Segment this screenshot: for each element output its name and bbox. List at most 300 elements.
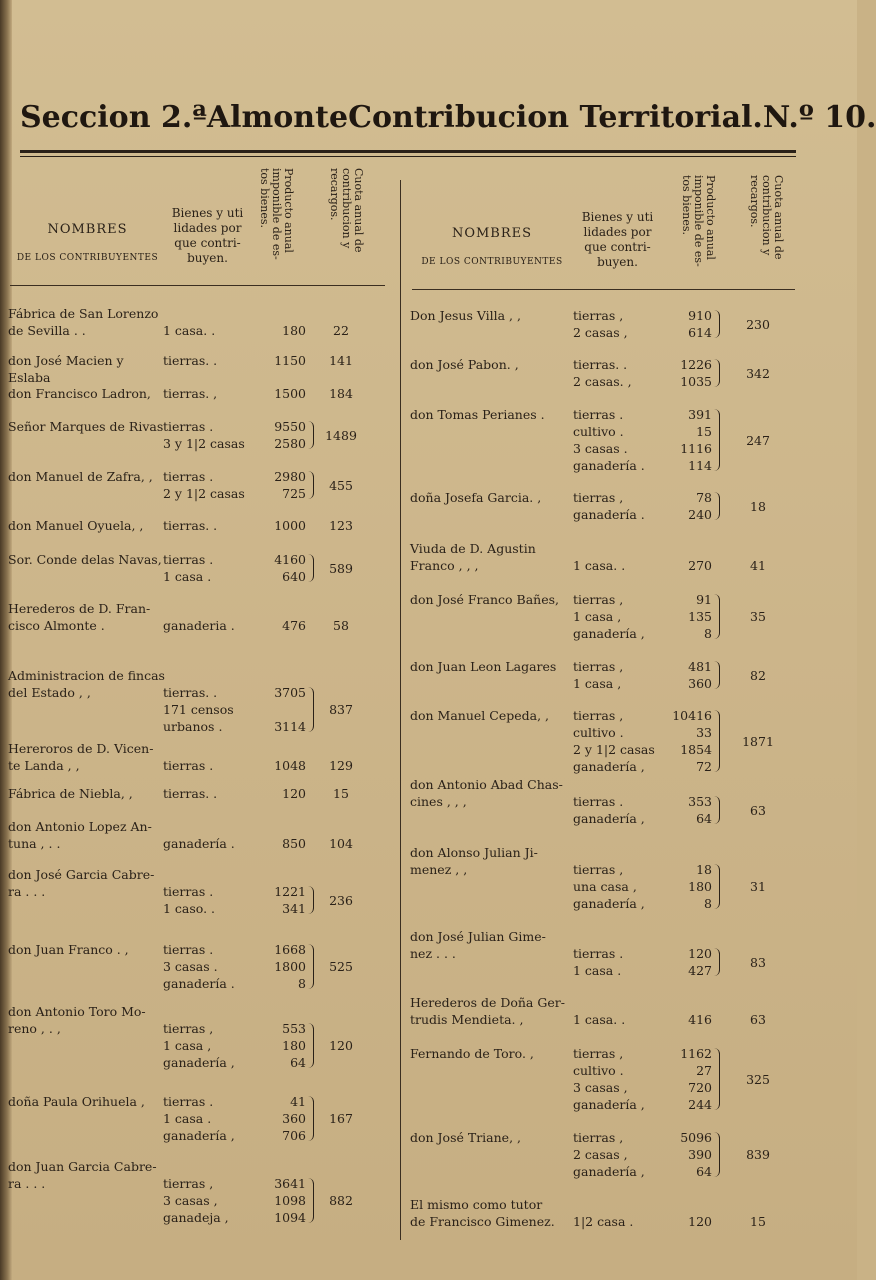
- annual-product-value: 640: [282, 569, 306, 584]
- annual-product-value: 427: [688, 963, 712, 978]
- annual-product-value: 1116: [680, 441, 712, 456]
- contributor-name: don Alonso Julian Ji- menez , ,: [410, 845, 538, 877]
- value-list: [252, 757, 306, 774]
- property-list: [573, 406, 645, 474]
- annual-product-value: 1162: [680, 1046, 712, 1061]
- annual-product-value: 9550: [274, 419, 306, 434]
- annual-product-value: 1048: [274, 758, 306, 773]
- property-list: [163, 1093, 235, 1144]
- value-list: [664, 861, 712, 912]
- property-item: ganadería ,: [573, 626, 645, 641]
- property-item: 1 casa. .: [573, 1012, 626, 1027]
- contributor-name: don Antonio Abad Chas- cines , , ,: [410, 777, 563, 809]
- annual-product-value: 416: [688, 1012, 712, 1027]
- value-list: [664, 1213, 712, 1230]
- property-item: cultivo .: [573, 1063, 624, 1078]
- cuota-total: 120: [329, 1038, 353, 1053]
- property-item: tierras ,: [573, 1130, 624, 1145]
- cuota-total: 15: [333, 786, 349, 801]
- header-nombres-text: NOMBRES: [47, 222, 128, 237]
- header-contribuyentes-text: DE LOS CONTRIBUYENTES: [16, 253, 159, 263]
- property-item: ganadería .: [163, 976, 235, 991]
- left-header-cuota: Cuota anual de contribucion y recargos.: [328, 168, 365, 253]
- contributor-name: doña Paula Orihuela ,: [8, 1094, 145, 1109]
- annual-product-value: 114: [688, 458, 712, 473]
- property-item: 1 casa ,: [573, 609, 622, 624]
- property-list: [573, 489, 645, 523]
- cuota-total: 31: [750, 879, 766, 894]
- property-item: 1 casa .: [163, 1111, 212, 1126]
- annual-product-value: 244: [688, 1097, 712, 1112]
- header-contribuyentes-text: DE LOS CONTRIBUYENTES: [421, 257, 563, 267]
- column-divider: [400, 180, 401, 1240]
- contributor-name: Herederos de D. Fran- cisco Almonte .: [8, 601, 151, 633]
- property-item: tierras. .: [573, 357, 628, 372]
- contributor-name: doña Josefa Garcia. ,: [410, 490, 542, 505]
- contributor-name: Don Jesus Villa , ,: [410, 308, 521, 323]
- annual-product-value: 8: [704, 896, 712, 911]
- annual-product-value: 33: [696, 725, 712, 740]
- annual-product-value: 1094: [274, 1210, 306, 1225]
- property-list: [573, 945, 623, 979]
- property-item: 1 casa ,: [573, 676, 622, 691]
- property-list: [163, 684, 234, 735]
- property-item: 1 casa .: [573, 963, 622, 978]
- value-list: [664, 945, 712, 979]
- cuota-total: 22: [333, 323, 349, 338]
- cuota-total: 589: [329, 560, 353, 576]
- cuota-total: 18: [750, 498, 766, 514]
- property-list: [163, 517, 217, 534]
- property-list: [573, 1129, 645, 1180]
- brace-mark: [713, 864, 720, 909]
- annual-product-value: 120: [688, 946, 712, 961]
- annual-product-value: 120: [282, 786, 306, 801]
- property-item: 3 y 1|2 casas: [163, 436, 245, 451]
- contributor-name: Señor Marques de Rivas: [8, 419, 164, 434]
- annual-product-value: 481: [688, 659, 712, 674]
- value-list: [664, 406, 712, 474]
- annual-product-value: 270: [688, 558, 712, 573]
- annual-product-value: 390: [688, 1147, 712, 1162]
- brace-mark: [713, 661, 720, 689]
- property-item: ganadería ,: [573, 1164, 645, 1179]
- property-item: 3 casas .: [573, 441, 628, 456]
- property-item: cultivo .: [573, 725, 624, 740]
- property-list: [573, 591, 645, 642]
- annual-product-value: 850: [282, 836, 306, 851]
- property-item: 2 casas. ,: [573, 374, 632, 389]
- annual-product-value: 8: [298, 976, 306, 991]
- annual-product-value: 18: [696, 862, 712, 877]
- property-item: ganaderia .: [163, 618, 235, 633]
- annual-product-value: 720: [688, 1080, 712, 1095]
- contributor-name: don José Macien y Eslaba: [8, 353, 124, 385]
- annual-product-value: 240: [688, 507, 712, 522]
- contributor-name: Fernando de Toro. ,: [410, 1046, 534, 1061]
- property-item: ganadería ,: [163, 1128, 235, 1143]
- brace-mark: [713, 948, 720, 976]
- value-list: [252, 1020, 306, 1071]
- contributor-name: Fábrica de Niebla, ,: [8, 786, 133, 801]
- annual-product-value: 41: [290, 1094, 306, 1109]
- property-list: [163, 785, 217, 802]
- property-item: tierras .: [163, 419, 214, 434]
- property-item: tierras .: [163, 884, 214, 899]
- property-list: [163, 322, 215, 339]
- value-list: [664, 356, 712, 390]
- annual-product-value: 5096: [680, 1130, 712, 1145]
- property-item: tierras .: [163, 469, 214, 484]
- brace-mark: [713, 1132, 720, 1177]
- property-list: [163, 941, 235, 992]
- annual-product-value: 553: [282, 1021, 306, 1036]
- property-item: una casa ,: [573, 879, 637, 894]
- cuota-total: 247: [746, 432, 770, 448]
- brace-mark: [713, 492, 720, 520]
- contributor-name: don Juan Garcia Cabre- ra . . .: [8, 1159, 157, 1191]
- property-item: tierras ,: [573, 1046, 624, 1061]
- right-header-bienes: Bienes y uti lidades por que contri- buyen.: [581, 210, 654, 269]
- cuota-total: 82: [750, 667, 766, 683]
- annual-product-value: 910: [688, 308, 712, 323]
- property-list: [163, 418, 245, 452]
- brace-mark: [307, 944, 314, 989]
- annual-product-value: 1000: [274, 518, 306, 533]
- value-list: [252, 1175, 306, 1226]
- brace-mark: [307, 687, 314, 732]
- cuota-total: 455: [329, 477, 353, 493]
- property-item: 3 casas ,: [573, 1080, 628, 1095]
- property-item: 1 casa .: [163, 569, 212, 584]
- value-list: [664, 591, 712, 642]
- property-item: tierras ,: [163, 1176, 214, 1191]
- brace-mark: [307, 1096, 314, 1141]
- contributor-name: Administracion de fincas del Estado , ,: [8, 668, 165, 700]
- property-item: tierras ,: [573, 592, 624, 607]
- brace-mark: [713, 359, 720, 387]
- property-item: ganadeja ,: [163, 1210, 229, 1225]
- value-list: [664, 557, 712, 574]
- value-list: [664, 307, 712, 341]
- property-item: tierras. ,: [163, 386, 218, 401]
- property-item: 1|2 casa .: [573, 1214, 634, 1229]
- value-list: [252, 1093, 306, 1144]
- annual-product-value: 353: [688, 794, 712, 809]
- property-list: [573, 557, 625, 574]
- property-item: 1 casa ,: [163, 1038, 212, 1053]
- annual-product-value: 72: [696, 759, 712, 774]
- property-item: tierras ,: [573, 308, 624, 323]
- property-item: 2 y 1|2 casas: [573, 742, 655, 757]
- annual-product-value: 180: [282, 1038, 306, 1053]
- cuota-total: 63: [750, 802, 766, 818]
- annual-product-value: 391: [688, 407, 712, 422]
- annual-product-value: 1098: [274, 1193, 306, 1208]
- annual-product-value: 1800: [274, 959, 306, 974]
- annual-product-value: 360: [282, 1111, 306, 1126]
- cuota-total: 58: [333, 618, 349, 633]
- property-item: ganadería .: [573, 507, 645, 522]
- cuota-total: 167: [329, 1111, 353, 1126]
- page-title: [20, 100, 876, 150]
- property-item: tierras ,: [573, 490, 624, 505]
- property-item: ganadería ,: [163, 1055, 235, 1070]
- brace-mark: [713, 710, 720, 772]
- annual-product-value: 614: [688, 325, 712, 340]
- cuota-total: 342: [746, 365, 770, 381]
- contributor-name: don José Garcia Cabre- ra . . .: [8, 867, 155, 899]
- property-item: 1 casa. .: [163, 323, 216, 338]
- cuota-total: 35: [750, 609, 766, 624]
- property-item: urbanos .: [163, 719, 223, 734]
- annual-product-value: 64: [696, 1164, 712, 1179]
- property-item: tierras .: [163, 942, 214, 957]
- annual-product-value: 120: [688, 1214, 712, 1229]
- property-item: ganadería ,: [573, 896, 645, 911]
- value-list: [252, 617, 306, 634]
- value-list: [664, 707, 712, 775]
- property-item: ganadería .: [163, 836, 235, 851]
- right-header-producto: Producto anual imponible de es- tos bienes.: [680, 175, 717, 267]
- property-item: tierras .: [573, 407, 624, 422]
- property-item: 1 casa. .: [573, 558, 626, 573]
- cuota-total: 141: [329, 353, 353, 368]
- property-item: ganadería ,: [573, 759, 645, 774]
- property-item: tierras. .: [163, 518, 218, 533]
- cuota-total: 325: [746, 1071, 770, 1087]
- contributor-name: don Tomas Perianes .: [410, 407, 545, 422]
- annual-product-value: 91: [696, 592, 712, 607]
- contributor-name: don José Julian Gime- nez . . .: [410, 929, 546, 961]
- property-list: [163, 551, 213, 585]
- property-list: [573, 1213, 633, 1230]
- contributor-name: don Juan Leon Lagares: [410, 659, 557, 674]
- brace-mark: [307, 886, 314, 914]
- property-list: [163, 352, 217, 369]
- title-municipio: Almonte: [206, 100, 349, 135]
- contributor-name: Fábrica de San Lorenzo de Sevilla . .: [8, 306, 159, 338]
- property-item: 1 caso. .: [163, 901, 216, 916]
- annual-product-value: 1500: [274, 386, 306, 401]
- property-list: [163, 757, 213, 774]
- contributor-name: don José Pabon. ,: [410, 357, 519, 372]
- property-list: [163, 385, 217, 402]
- property-item: 171 censos: [163, 702, 234, 717]
- value-list: [664, 1011, 712, 1028]
- value-list: [664, 1129, 712, 1180]
- property-item: ganadería ,: [573, 811, 645, 826]
- property-list: [573, 356, 632, 390]
- cuota-total: 525: [329, 959, 353, 974]
- property-list: [573, 1045, 645, 1113]
- annual-product-value: 1150: [274, 353, 306, 368]
- brace-mark: [307, 554, 314, 582]
- annual-product-value: 341: [282, 901, 306, 916]
- cuota-total: 63: [750, 1012, 766, 1027]
- annual-product-value: 476: [282, 618, 306, 633]
- value-list: [252, 418, 306, 452]
- property-item: cultivo .: [573, 424, 624, 439]
- cuota-total: 1871: [742, 733, 774, 749]
- contributor-name: Sor. Conde delas Navas,: [8, 552, 162, 567]
- cuota-total: 837: [329, 702, 353, 717]
- cuota-total: 236: [329, 892, 353, 908]
- cuota-total: 1489: [325, 427, 357, 443]
- value-list: [252, 684, 306, 735]
- contributor-name: don Antonio Toro Mo- reno , . ,: [8, 1004, 146, 1036]
- property-item: 3 casas .: [163, 959, 218, 974]
- contributor-name: don José Franco Bañes,: [410, 592, 559, 607]
- annual-product-value: 2980: [274, 469, 306, 484]
- annual-product-value: 180: [282, 323, 306, 338]
- property-item: tierras. .: [163, 786, 218, 801]
- right-header-cuota: Cuota anual de contribucion y recargos.: [748, 175, 785, 260]
- left-header-nombres: [10, 222, 165, 266]
- contributor-name: don Antonio Lopez An- tuna , . .: [8, 819, 152, 851]
- annual-product-value: 10416: [672, 708, 712, 723]
- right-header-nombres: [412, 226, 572, 270]
- annual-product-value: 180: [688, 879, 712, 894]
- annual-product-value: 1668: [274, 942, 306, 957]
- annual-product-value: 1221: [274, 884, 306, 899]
- annual-product-value: 1226: [680, 357, 712, 372]
- contributor-name: Hereroros de D. Vicen- te Landa , ,: [8, 741, 154, 773]
- property-list: [573, 861, 645, 912]
- property-item: tierras .: [163, 1094, 214, 1109]
- value-list: [664, 1045, 712, 1113]
- cuota-total: 129: [329, 758, 353, 773]
- left-header-producto: Producto anual imponible de es- tos bienes.: [258, 168, 295, 260]
- property-item: tierras ,: [573, 708, 624, 723]
- cuota-total: 882: [329, 1193, 353, 1208]
- annual-product-value: 64: [696, 811, 712, 826]
- property-list: [573, 793, 645, 827]
- annual-product-value: 64: [290, 1055, 306, 1070]
- book-spine-shadow: [0, 0, 12, 1280]
- property-list: [163, 1020, 235, 1071]
- brace-mark: [307, 471, 314, 499]
- property-item: tierras. .: [163, 353, 218, 368]
- annual-product-value: 360: [688, 676, 712, 691]
- property-list: [163, 1175, 229, 1226]
- brace-mark: [307, 1178, 314, 1223]
- property-item: tierras .: [573, 946, 624, 961]
- property-item: 2 y 1|2 casas: [163, 486, 245, 501]
- value-list: [252, 322, 306, 339]
- brace-mark: [713, 310, 720, 338]
- value-list: [252, 468, 306, 502]
- property-list: [573, 658, 623, 692]
- header-nombres-text: NOMBRES: [451, 226, 533, 241]
- property-item: ganadería .: [573, 458, 645, 473]
- value-list: [252, 785, 306, 802]
- annual-product-value: 3641: [274, 1176, 306, 1191]
- annual-product-value: 8: [704, 626, 712, 641]
- property-list: [163, 835, 235, 852]
- brace-mark: [713, 796, 720, 824]
- cuota-total: 839: [746, 1147, 770, 1162]
- right-header-rule: [412, 289, 795, 290]
- property-item: tierras ,: [573, 862, 624, 877]
- annual-product-value: 4160: [274, 552, 306, 567]
- value-list: [664, 658, 712, 692]
- title-contribucion: Contribucion Territorial.: [348, 100, 763, 135]
- title-seccion: Seccion 2.ª: [20, 100, 207, 135]
- annual-product-value: 1035: [680, 374, 712, 389]
- annual-product-value: 725: [282, 486, 306, 501]
- cuota-total: 184: [329, 386, 353, 401]
- value-list: [252, 941, 306, 992]
- property-list: [573, 707, 655, 775]
- property-list: [163, 883, 215, 917]
- value-list: [252, 517, 306, 534]
- brace-mark: [713, 1048, 720, 1110]
- contributor-name: Viuda de D. Agustin Franco , , ,: [410, 541, 536, 573]
- contributor-name: don José Triane, ,: [410, 1130, 522, 1145]
- cuota-total: 230: [746, 316, 770, 332]
- annual-product-value: 15: [696, 424, 712, 439]
- property-item: tierras ,: [163, 1021, 214, 1036]
- brace-mark: [713, 409, 720, 471]
- cuota-total: 15: [750, 1214, 766, 1229]
- annual-product-value: 3705: [274, 685, 306, 700]
- contributor-name: don Francisco Ladron,: [8, 386, 151, 401]
- value-list: [252, 352, 306, 369]
- value-list: [664, 793, 712, 827]
- cuota-total: 41: [750, 558, 766, 573]
- brace-mark: [713, 594, 720, 639]
- property-list: [163, 468, 245, 502]
- value-list: [252, 385, 306, 402]
- property-item: tierras .: [573, 794, 624, 809]
- contributor-name: don Juan Franco . ,: [8, 942, 129, 957]
- contributor-name: don Manuel Oyuela, ,: [8, 518, 144, 533]
- contributor-name: El mismo como tutor de Francisco Gimenez.: [410, 1197, 555, 1229]
- property-item: tierras .: [163, 758, 214, 773]
- annual-product-value: 135: [688, 609, 712, 624]
- brace-mark: [307, 1023, 314, 1068]
- contributor-name: Herederos de Doña Ger- trudis Mendieta. ,: [410, 995, 565, 1027]
- value-list: [664, 489, 712, 523]
- property-item: 2 casas ,: [573, 325, 628, 340]
- annual-product-value: 1854: [680, 742, 712, 757]
- property-item: 2 casas ,: [573, 1147, 628, 1162]
- title-rule-thin: [20, 156, 796, 157]
- property-item: tierras. .: [163, 685, 218, 700]
- property-item: tierras .: [163, 552, 214, 567]
- annual-product-value: 3114: [274, 719, 306, 734]
- property-item: tierras ,: [573, 659, 624, 674]
- cuota-total: 104: [329, 836, 353, 851]
- cuota-total: 123: [329, 518, 353, 533]
- property-item: 3 casas ,: [163, 1193, 218, 1208]
- property-list: [573, 307, 628, 341]
- value-list: [252, 883, 306, 917]
- property-item: ganadería ,: [573, 1097, 645, 1112]
- property-list: [573, 1011, 625, 1028]
- contributor-name: don Manuel Cepeda, ,: [410, 708, 550, 723]
- value-list: [252, 551, 306, 585]
- annual-product-value: 706: [282, 1128, 306, 1143]
- title-rule-thick: [20, 150, 796, 153]
- brace-mark: [307, 421, 314, 449]
- cuota-total: 83: [750, 954, 766, 970]
- left-header-bienes: Bienes y uti lidades por que contri- buyen.: [171, 206, 244, 265]
- annual-product-value: 2580: [274, 436, 306, 451]
- annual-product-value: [252, 701, 306, 718]
- annual-product-value: 78: [696, 490, 712, 505]
